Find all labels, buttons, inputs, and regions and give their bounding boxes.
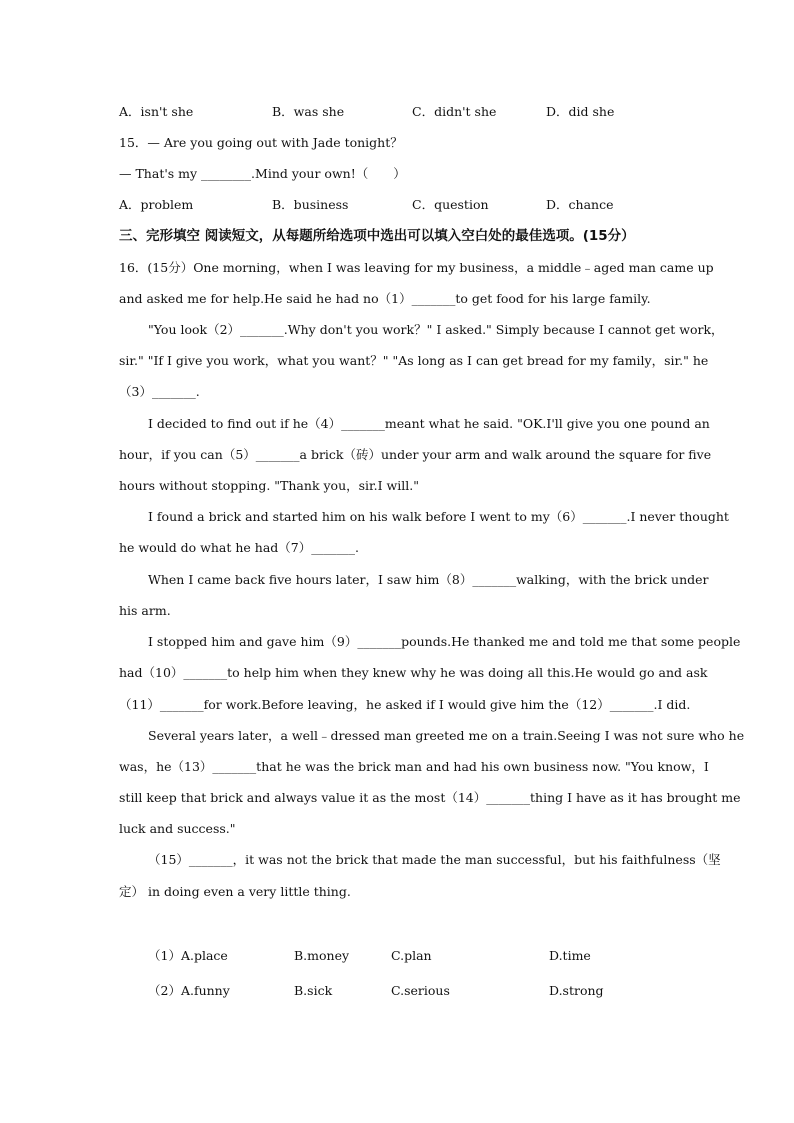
passage-line: （15）_______，it was not the brick that made the man successful，but his faithfulness（坚 [148,852,721,867]
passage-line: When I came back five hours later，I saw him（8）_______walking，with the brick under [148,572,709,587]
q14-option-a: A．isn't she [119,104,194,119]
passage-line: sir." "If I give you work，what you want？" "As long as I can get bread for my family，sir." he [119,353,709,368]
q15-option-b: B．business [272,197,349,212]
choice-option: B.money [294,948,350,963]
choice-label: （1）A.place [148,948,228,963]
q15-option-d: D．chance [546,197,614,212]
passage-line: 定） in doing even a very little thing. [119,884,351,899]
passage-line: （3）_______. [119,384,200,399]
passage-line: had（10）_______to help him when they knew why he was doing all this.He would go and ask [119,665,708,680]
q14-option-b: B．was she [272,104,345,119]
choice-label: （2）A.funny [148,983,230,998]
q14-option-c: C．didn't she [412,104,497,119]
passage-line: I found a brick and started him on his walk before I went to my（6）_______.I never thought [148,509,729,524]
choice-option: C.serious [391,983,450,998]
choice-option: B.sick [294,983,333,998]
q15-reply: — That's my ________.Mind your own!（ ） [119,166,406,181]
choice-option: C.plan [391,948,432,963]
passage-line: hour，if you can（5）_______a brick（砖）under your arm and walk around the square for five [119,447,712,462]
q15-option-a: A．problem [119,197,194,212]
passage-line: luck and success." [119,821,236,836]
choice-option: D.strong [549,983,604,998]
q15-option-c: C．question [412,197,489,212]
q14-option-d: D．did she [546,104,615,119]
choice-option: D.time [549,948,591,963]
passage-line: hours without stopping. "Thank you，sir.I will." [119,478,419,493]
passage-line: he would do what he had（7）_______. [119,540,359,555]
passage-line: （11）_______for work.Before leaving，he asked if I would give him the（12）_______.I did. [119,697,691,712]
passage-line: "You look（2）_______.Why don't you work？" I asked." Simply because I cannot get work， [148,322,724,337]
q15-stem: 15．— Are you going out with Jade tonight？ [119,135,403,150]
passage-line: I decided to find out if he（4）_______meant what he said. "OK.I'll give you one pound an [148,416,710,431]
passage-line: I stopped him and gave him（9）_______pounds.He thanked me and told me that some people [148,634,741,649]
passage-line: 16．(15分）One morning，when I was leaving for my business，a middle﹣aged man came up [119,260,714,275]
passage-line: was，he（13）_______that he was the brick man and had his own business now. "You know，I [119,759,709,774]
passage-line: still keep that brick and always value it as the most（14）_______thing I have as it has brought me [119,790,741,805]
passage-line: his arm. [119,603,171,618]
passage-line: Several years later，a well﹣dressed man greeted me on a train.Seeing I was not sure who he [148,728,745,743]
passage-line: and asked me for help.He said he had no（1）_______to get food for his large family. [119,291,651,306]
section-heading: 三、完形填空 阅读短文，从每题所给选项中选出可以填入空白处的最佳选项。(15分） [119,228,635,244]
